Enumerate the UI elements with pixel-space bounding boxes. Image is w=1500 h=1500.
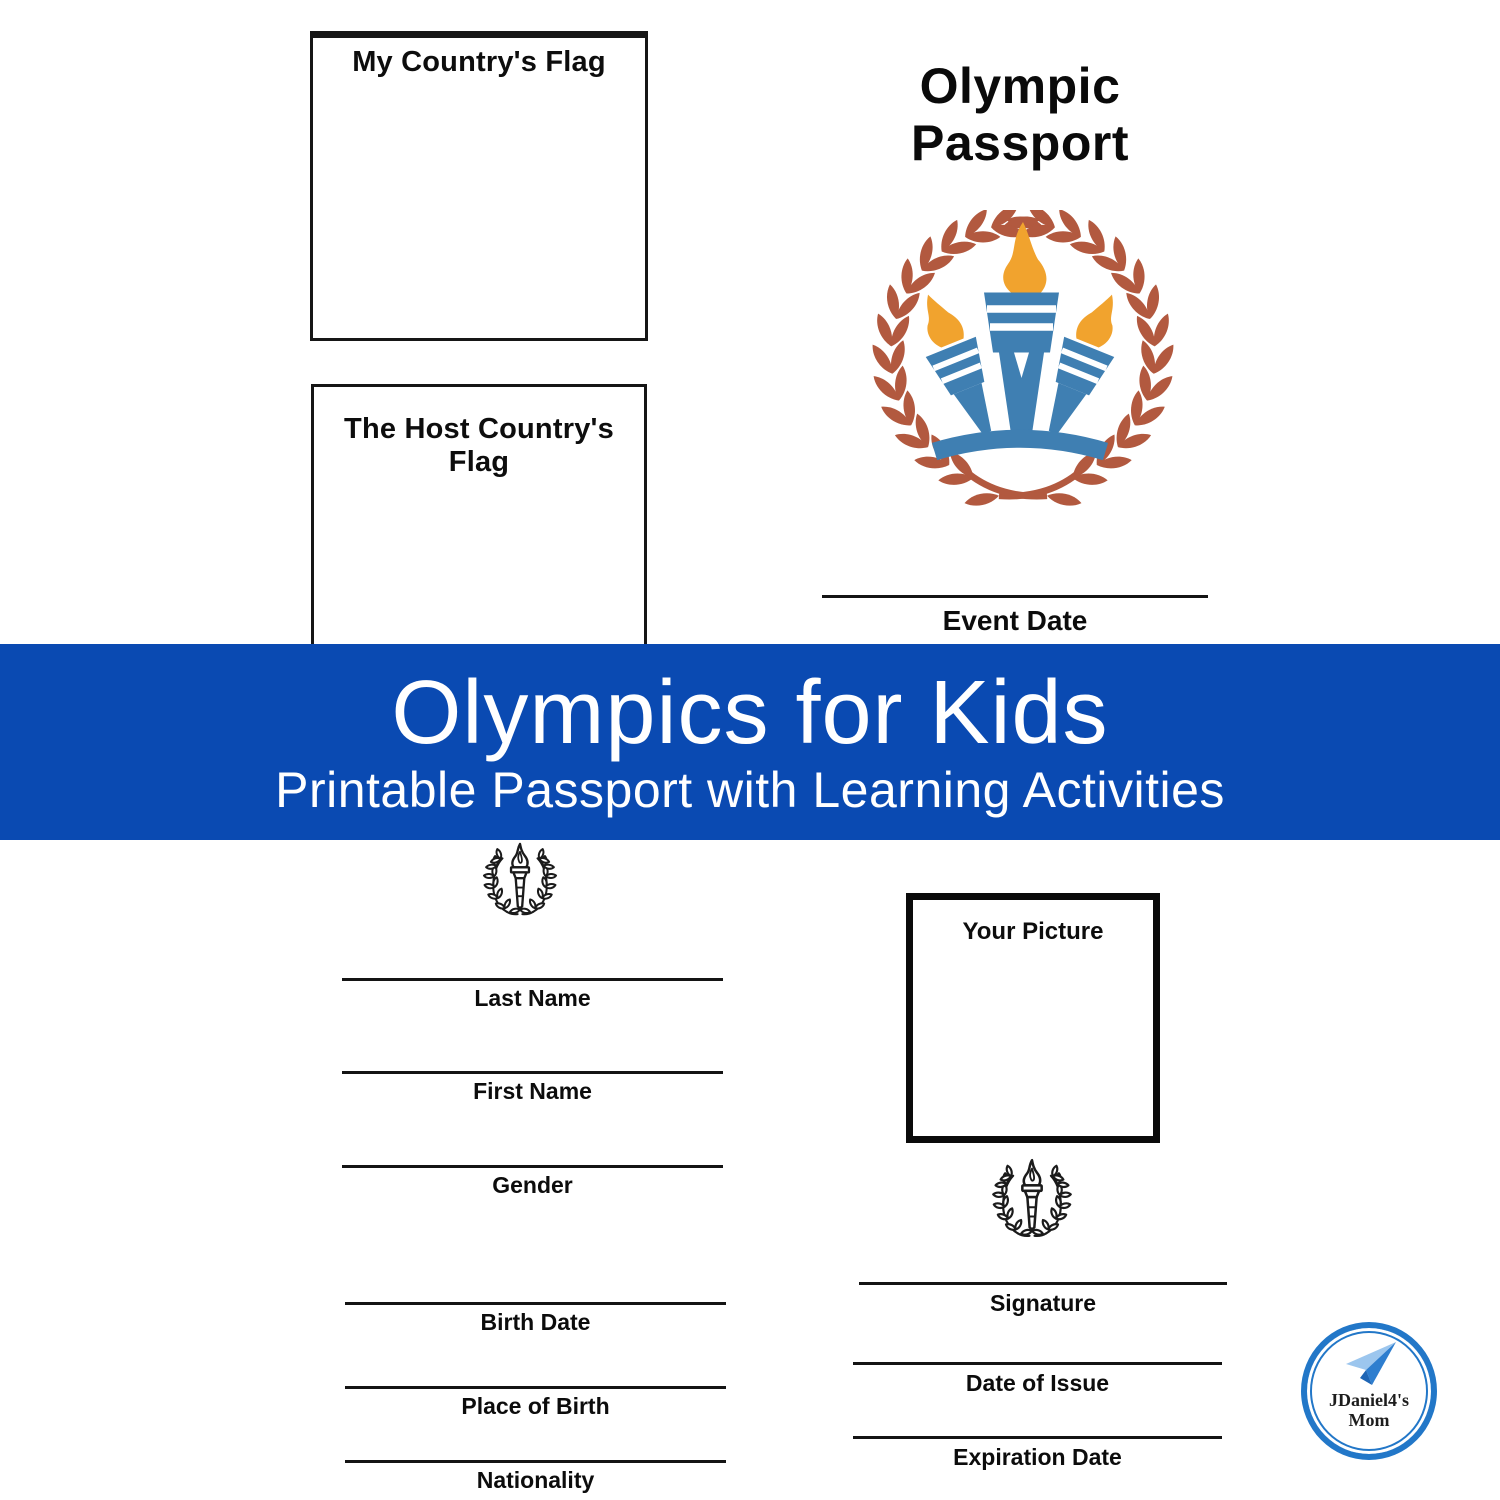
- site-name-line2: Mom: [1348, 1410, 1390, 1430]
- last-name-line: [342, 978, 723, 981]
- signature-line: [859, 1282, 1227, 1285]
- signature-label: Signature: [989, 1290, 1097, 1316]
- first-name-label: First Name: [473, 1078, 592, 1104]
- host-flag-label: The Host Country's Flag: [344, 413, 614, 478]
- passport-title-line1: Olympic: [919, 58, 1121, 114]
- site-logo-badge: [1301, 1322, 1437, 1460]
- date-of-issue-line: [853, 1362, 1222, 1365]
- banner-title: Olympics for Kids: [391, 663, 1109, 763]
- passport-title: [820, 58, 1220, 172]
- my-flag-box: [310, 31, 648, 341]
- nationality-line: [345, 1460, 726, 1463]
- gender-line: [342, 1165, 723, 1168]
- torch-laurel-icon: [989, 1156, 1075, 1240]
- place-of-birth-label: Place of Birth: [461, 1393, 610, 1419]
- my-flag-label: My Country's Flag: [352, 46, 606, 78]
- your-picture-label: Your Picture: [962, 918, 1104, 945]
- expiration-date-label: Expiration Date: [953, 1444, 1122, 1470]
- last-name-label: Last Name: [474, 985, 591, 1011]
- date-of-issue-label: Date of Issue: [965, 1370, 1110, 1396]
- birth-date-line: [345, 1302, 726, 1305]
- paper-airplane-icon: [1338, 1340, 1400, 1388]
- title-banner: [0, 644, 1500, 840]
- banner-subtitle: Printable Passport with Learning Activities: [275, 762, 1225, 818]
- torch-laurel-icon: [478, 840, 562, 918]
- place-of-birth-line: [345, 1386, 726, 1389]
- site-name-line1: JDaniel4's: [1328, 1390, 1409, 1410]
- olympic-torch-logo: [856, 210, 1190, 510]
- event-date-line: [822, 595, 1208, 598]
- event-date-label: Event Date: [942, 605, 1088, 636]
- expiration-date-line: [853, 1436, 1222, 1439]
- your-picture-box: [906, 893, 1160, 1143]
- gender-label: Gender: [492, 1172, 573, 1198]
- first-name-line: [342, 1071, 723, 1074]
- passport-title-line2: Passport: [911, 115, 1129, 171]
- host-flag-box: [311, 384, 647, 660]
- birth-date-label: Birth Date: [480, 1309, 591, 1335]
- nationality-label: Nationality: [476, 1467, 595, 1493]
